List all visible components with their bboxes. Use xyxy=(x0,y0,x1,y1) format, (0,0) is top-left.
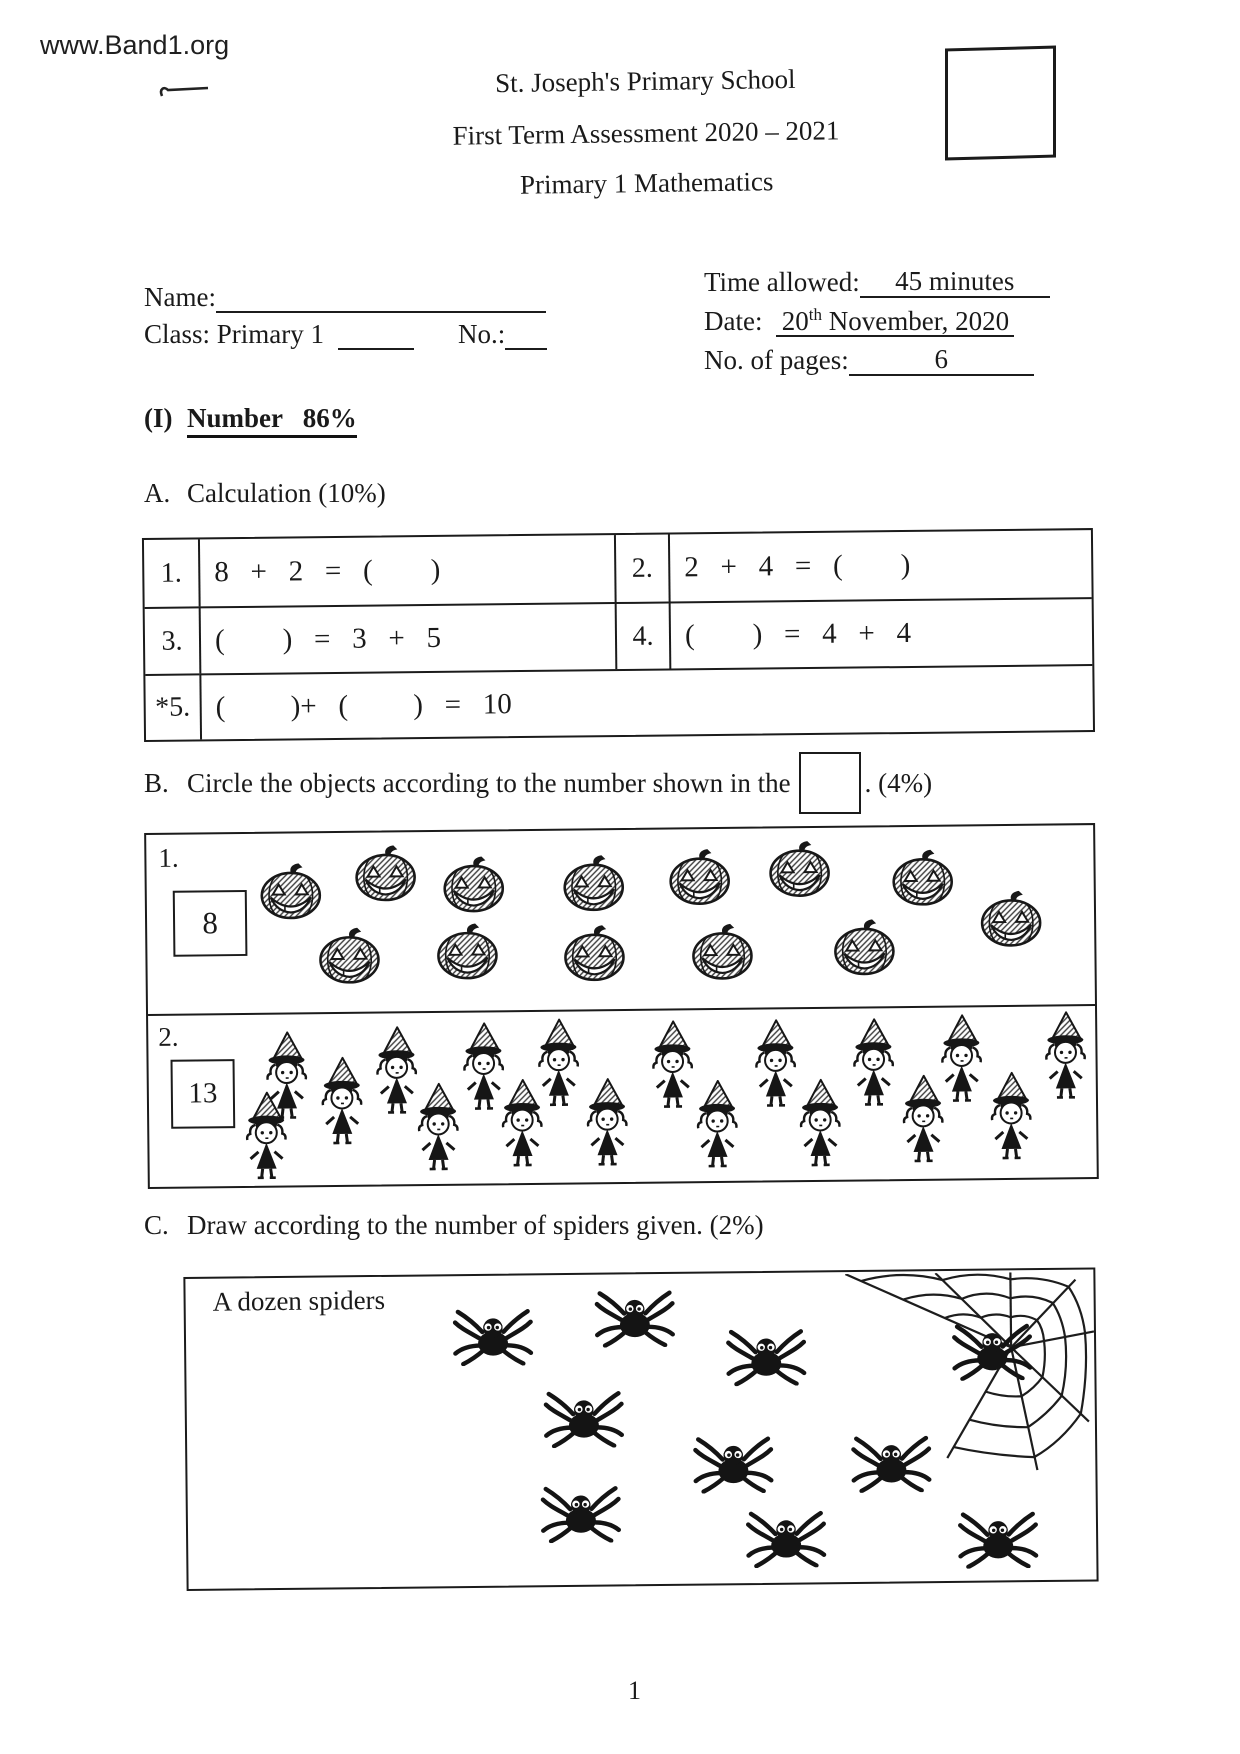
assessment-title: First Term Assessment 2020 – 2021 xyxy=(452,115,840,151)
item-number: 1. xyxy=(158,842,179,873)
subject-title: Primary 1 Mathematics xyxy=(519,166,774,200)
date-row xyxy=(704,305,1014,337)
part-b-header xyxy=(144,752,932,814)
time-allowed-label: Time allowed: xyxy=(704,267,860,297)
witch-icon xyxy=(574,1078,635,1167)
pages-row xyxy=(704,344,1034,376)
name-label: Name: xyxy=(144,282,216,312)
witch-icon xyxy=(890,1075,951,1164)
target-count-box: 13 xyxy=(171,1059,236,1129)
item-number: 2. xyxy=(158,1021,179,1052)
part-a-title: Calculation (10%) xyxy=(187,478,386,508)
date-label: Date: xyxy=(704,306,763,336)
spider-icon xyxy=(452,1305,535,1366)
pages-label: No. of pages: xyxy=(704,345,849,375)
part-a-label: A. xyxy=(144,478,171,508)
part-c-box xyxy=(183,1267,1098,1591)
section-index: (I) xyxy=(144,403,173,433)
class-label: Class: Primary 1 xyxy=(144,319,324,349)
problem-expression: ( ) = 3 + 5 xyxy=(199,602,616,673)
spider-icon xyxy=(850,1432,933,1493)
no-label: No.: xyxy=(458,319,506,349)
spider-icon xyxy=(540,1482,623,1543)
witch-icon xyxy=(978,1072,1039,1161)
name-blank xyxy=(216,281,546,313)
witch-icon xyxy=(684,1080,745,1169)
watermark: www.Band1.org xyxy=(40,30,230,60)
part-b-title-suffix: . (4%) xyxy=(864,767,933,798)
part-c-header xyxy=(144,1210,764,1241)
witch-icon xyxy=(1032,1011,1093,1100)
page-number: 1 xyxy=(628,1676,641,1705)
part-b-title: Circle the objects according to the number shown in the xyxy=(187,767,791,798)
date-value: 20th November, 2020 xyxy=(776,305,1014,337)
part-b-box xyxy=(144,823,1099,1189)
witch-icon xyxy=(787,1079,848,1168)
problem-expression: 2 + 4 = ( ) xyxy=(668,530,1092,601)
spider-icon xyxy=(593,1287,676,1348)
problem-number: 2. xyxy=(614,534,669,602)
witch-icon xyxy=(308,1057,369,1146)
part-c-label: C. xyxy=(144,1210,169,1240)
pages-value: 6 xyxy=(849,344,1034,376)
name-row xyxy=(144,281,546,313)
score-box xyxy=(945,46,1056,161)
calculation-table xyxy=(142,528,1095,742)
spider-caption: A dozen spiders xyxy=(212,1284,386,1317)
witch-icon xyxy=(405,1083,466,1172)
part-b-label: B. xyxy=(144,767,169,798)
class-blank xyxy=(338,318,414,350)
section-number-heading xyxy=(144,403,357,434)
time-allowed-value: 45 minutes xyxy=(860,266,1050,298)
spider-icon xyxy=(951,1320,1034,1381)
school-name: St. Joseph's Primary School xyxy=(494,63,796,99)
section-title: Number 86% xyxy=(187,403,357,438)
problem-number: 3. xyxy=(145,606,200,674)
problem-expression: ( )+ ( ) = 10 xyxy=(199,664,1093,739)
spider-icon xyxy=(957,1508,1040,1569)
spider-icon xyxy=(725,1325,808,1386)
spider-icon xyxy=(745,1507,828,1568)
witch-icon xyxy=(489,1079,550,1168)
time-allowed-row xyxy=(704,266,1050,298)
spider-field xyxy=(185,1269,1096,1588)
class-row xyxy=(144,318,547,350)
spider-icon xyxy=(543,1387,626,1448)
number-box-blank xyxy=(799,752,861,814)
part-a-header xyxy=(144,478,386,509)
target-count-box: 8 xyxy=(173,890,248,957)
spider-icon xyxy=(692,1433,775,1494)
no-blank xyxy=(505,318,547,350)
part-c-title: Draw according to the number of spiders given. (2%) xyxy=(187,1210,764,1240)
problem-expression: ( ) = 4 + 4 xyxy=(669,597,1093,668)
witch-icon xyxy=(233,1091,294,1180)
problem-number: *5. xyxy=(145,673,200,740)
problem-number: 1. xyxy=(160,557,182,589)
witch-field xyxy=(146,825,1097,1187)
problem-number: 4. xyxy=(615,601,670,669)
problem-expression: 8 + 2 = ( ) xyxy=(198,535,615,606)
